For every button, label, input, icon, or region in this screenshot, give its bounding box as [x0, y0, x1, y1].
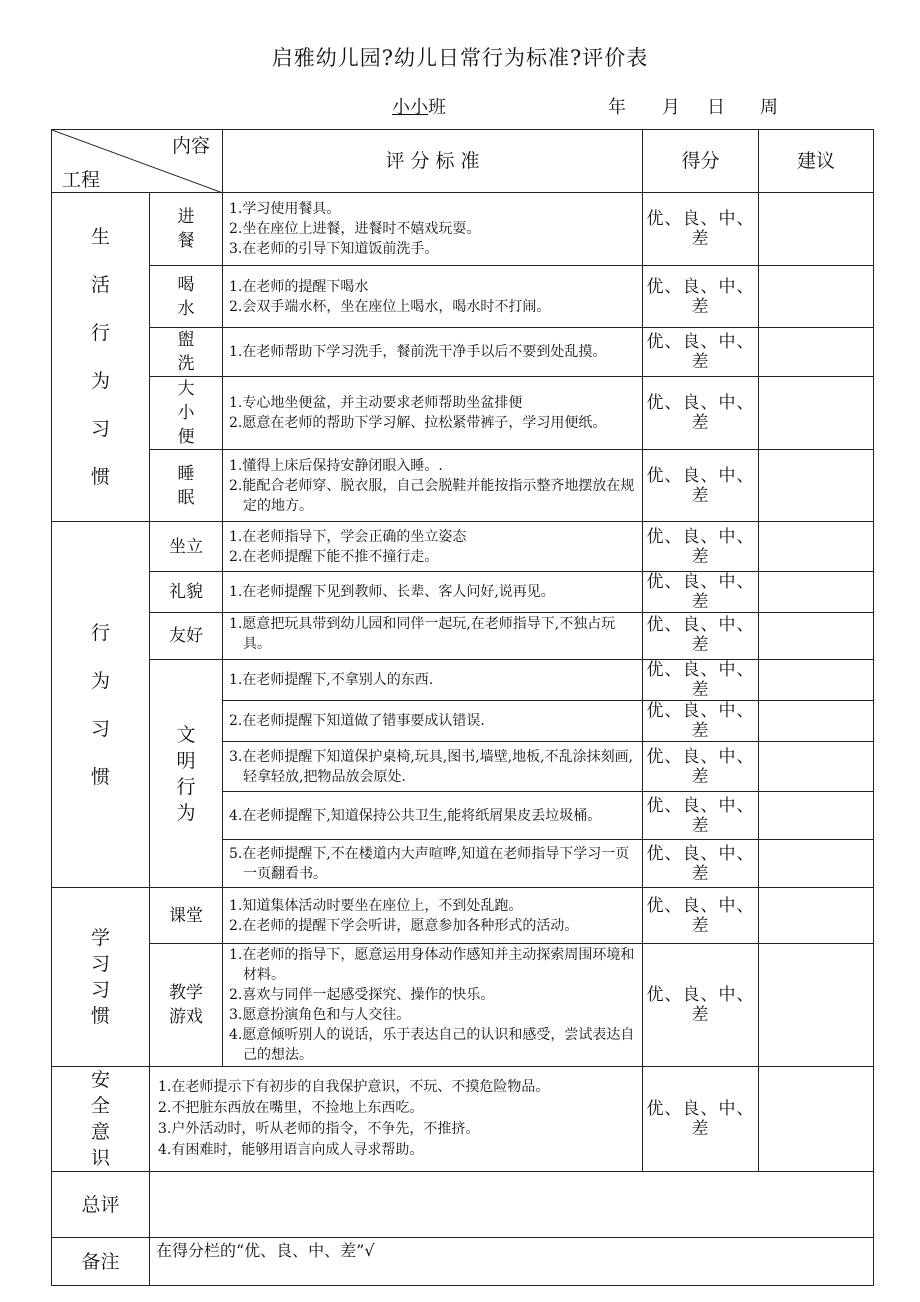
- sub-item-drinking: 喝 水: [150, 266, 223, 328]
- criteria-cell: 1.在老师提醒下,不拿别人的东西.: [223, 660, 643, 701]
- suggestion-cell[interactable]: [759, 450, 874, 522]
- sub-item-sleeping: 睡 眠: [150, 450, 223, 522]
- sub-item-classroom: 课堂: [150, 888, 223, 944]
- suggestion-cell[interactable]: [759, 944, 874, 1067]
- sub-item-friendly: 友好: [150, 613, 223, 660]
- header-diagonal-cell: [52, 130, 223, 193]
- summary-cell[interactable]: [150, 1172, 874, 1238]
- section-study-label: 学 习 习 惯: [52, 888, 150, 1067]
- score-options[interactable]: 优、良、中、差: [643, 572, 759, 613]
- sub-item-teaching-games: 教学 游戏: [150, 944, 223, 1067]
- suggestion-cell[interactable]: [759, 193, 874, 266]
- class-name: 小小班: [392, 97, 446, 118]
- score-options[interactable]: 优、良、中、差: [643, 742, 759, 792]
- score-options[interactable]: 优、良、中、差: [643, 266, 759, 328]
- criteria-cell: 1.在老师的提醒下喝水 2.会双手端水杯，坐在座位上喝水，喝水时不打闹。: [223, 266, 643, 328]
- criteria-cell: 1.愿意把玩具带到幼儿园和同伴一起玩,在老师指导下,不独占玩具。: [223, 613, 643, 660]
- header-content: 内容: [171, 135, 210, 157]
- criteria-cell: 1.在老师帮助下学习洗手，餐前洗干净手以后不要到处乱摸。: [223, 328, 643, 377]
- sub-item-eating: 进 餐: [150, 193, 223, 266]
- score-options[interactable]: 优、良、中、差: [643, 701, 759, 742]
- suggestion-cell[interactable]: [759, 792, 874, 840]
- table-row: [52, 944, 874, 1067]
- section-safety-label: 安 全 意 识: [52, 1067, 150, 1172]
- criteria-cell: 1.专心地坐便盆，并主动要求老师帮助坐盆排便 2.愿意在老师的帮助下学习解、拉松紧带裤子，学习用便纸。: [223, 377, 643, 450]
- table-row: [52, 660, 874, 701]
- score-options[interactable]: 优、良、中、差: [643, 888, 759, 944]
- table-row: [52, 1238, 874, 1286]
- sub-item-manners: 礼貌: [150, 572, 223, 613]
- suggestion-cell[interactable]: [759, 888, 874, 944]
- header-score: 得分: [643, 130, 759, 193]
- suggestion-cell[interactable]: [759, 660, 874, 701]
- score-options[interactable]: 优、良、中、差: [643, 613, 759, 660]
- sub-item-civil: 文 明 行 为: [150, 660, 223, 888]
- score-options[interactable]: 优、良、中、差: [643, 450, 759, 522]
- suggestion-cell[interactable]: [759, 701, 874, 742]
- suggestion-cell[interactable]: [759, 840, 874, 888]
- remarks-text: 在得分栏的“优、良、中、差”√: [150, 1238, 874, 1286]
- score-options[interactable]: 优、良、中、差: [643, 377, 759, 450]
- criteria-cell: 1.知道集体活动时要坐在座位上，不到处乱跑。 2.在老师的提醒下学会听讲，愿意参加各种形式的活动。: [223, 888, 643, 944]
- table-row: [52, 1172, 874, 1238]
- header-row: [52, 130, 874, 193]
- criteria-cell: 3.在老师提醒下知道保护桌椅,玩具,图书,墙壁,地板,不乱涂抹刻画,轻拿轻放,把物品放会原处.: [223, 742, 643, 792]
- suggestion-cell[interactable]: [759, 1067, 874, 1172]
- table-row: [52, 1067, 874, 1172]
- criteria-cell: 1.在老师的指导下，愿意运用身体动作感知并主动探索周围环境和材料。 2.喜欢与同伴一起感受探究、操作的快乐。 3.愿意扮演角色和与人交往。 4.愿意倾听别人的说话，乐于表达自己的认识和感受，尝试表达自己的想法。: [223, 944, 643, 1067]
- section-life-label: 生 活 行 为 习 惯: [52, 193, 150, 522]
- table-row: [52, 377, 874, 450]
- table-row: [52, 572, 874, 613]
- header-suggestion: 建议: [759, 130, 874, 193]
- score-options[interactable]: 优、良、中、差: [643, 792, 759, 840]
- table-row: [52, 888, 874, 944]
- criteria-cell: 1.学习使用餐具。 2.坐在座位上进餐，进餐时不嬉戏玩耍。 3.在老师的引导下知道饭前洗手。: [223, 193, 643, 266]
- criteria-cell: 1.在老师提示下有初步的自我保护意识，不玩、不摸危险物品。 2.不把脏东西放在嘴里，不捡地上东西吃。 3.户外活动时，听从老师的指令，不争先，不推挤。 4.有困难时，能够用语言向成人寻求帮助。: [150, 1067, 643, 1172]
- header-criteria: 评 分 标 准: [223, 130, 643, 193]
- criteria-cell: 1.在老师指导下，学会正确的坐立姿态 2.在老师提醒下能不推不撞行走。: [223, 522, 643, 572]
- score-options[interactable]: 优、良、中、差: [643, 522, 759, 572]
- suggestion-cell[interactable]: [759, 328, 874, 377]
- week-label: 周: [760, 97, 778, 118]
- suggestion-cell[interactable]: [759, 377, 874, 450]
- summary-label: 总评: [52, 1172, 150, 1238]
- score-options[interactable]: 优、良、中、差: [643, 328, 759, 377]
- table-row: [52, 450, 874, 522]
- remarks-label: 备注: [52, 1238, 150, 1286]
- month-label: 月: [662, 97, 680, 118]
- suggestion-cell[interactable]: [759, 266, 874, 328]
- table-row: [52, 328, 874, 377]
- header-item: 工程: [62, 169, 101, 191]
- score-options[interactable]: 优、良、中、差: [643, 1067, 759, 1172]
- table-row: [52, 522, 874, 572]
- sub-item-toilet: 大 小 便: [150, 377, 223, 450]
- class-info-line: [0, 93, 920, 119]
- suggestion-cell[interactable]: [759, 522, 874, 572]
- suggestion-cell[interactable]: [759, 572, 874, 613]
- score-options[interactable]: 优、良、中、差: [643, 944, 759, 1067]
- score-options[interactable]: 优、良、中、差: [643, 660, 759, 701]
- table-row: [52, 266, 874, 328]
- criteria-cell: 2.在老师提醒下知道做了错事要成认错误.: [223, 701, 643, 742]
- criteria-cell: 5.在老师提醒下,不在楼道内大声喧哗,知道在老师指导下学习一页一页翻看书。: [223, 840, 643, 888]
- evaluation-table: [51, 129, 874, 1286]
- day-label: 日: [707, 97, 725, 118]
- criteria-cell: 1.懂得上床后保持安静闭眼入睡。. 2.能配合老师穿、脱衣服，自己会脱鞋并能按指示整齐地摆放在规定的地方。: [223, 450, 643, 522]
- page-title: 启雅幼儿园?幼儿日常行为标准?评价表: [271, 46, 649, 70]
- score-options[interactable]: 优、良、中、差: [643, 840, 759, 888]
- score-options[interactable]: 优、良、中、差: [643, 193, 759, 266]
- year-label: 年: [608, 97, 626, 118]
- table-row: [52, 613, 874, 660]
- criteria-cell: 1.在老师提醒下见到教师、长辈、客人问好,说再见。: [223, 572, 643, 613]
- section-behavior-label: 行 为 习 惯: [52, 522, 150, 888]
- table-row: [52, 193, 874, 266]
- sub-item-washing: 盥 洗: [150, 328, 223, 377]
- suggestion-cell[interactable]: [759, 613, 874, 660]
- sub-item-posture: 坐立: [150, 522, 223, 572]
- suggestion-cell[interactable]: [759, 742, 874, 792]
- criteria-cell: 4.在老师提醒下,知道保持公共卫生,能将纸屑果皮丢垃圾桶。: [223, 792, 643, 840]
